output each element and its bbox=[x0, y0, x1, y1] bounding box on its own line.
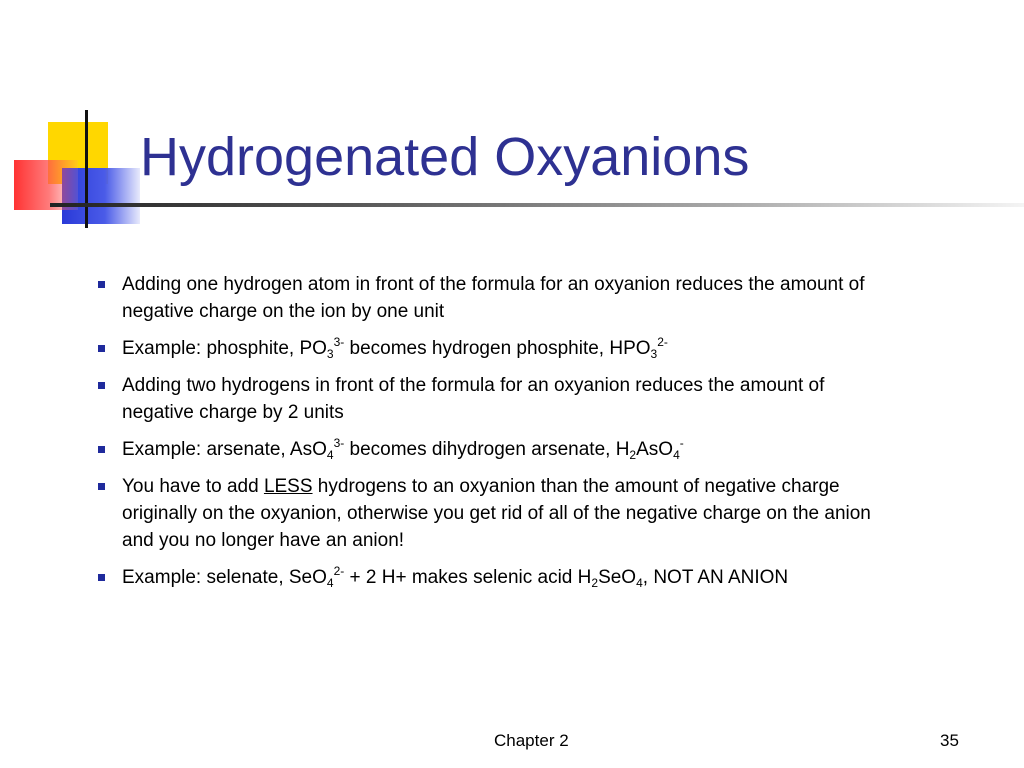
text-run: - bbox=[679, 436, 684, 450]
bullet-text bbox=[122, 436, 684, 462]
page-number: 35 bbox=[940, 731, 959, 750]
bullet-item bbox=[96, 436, 886, 463]
text-run: Example: selenate, SeO bbox=[122, 567, 327, 588]
bullet-text bbox=[122, 274, 865, 322]
bullet-item bbox=[96, 473, 886, 554]
bullet-item bbox=[96, 335, 886, 362]
text-run: 4 bbox=[673, 448, 680, 462]
bullet-text bbox=[122, 476, 871, 551]
bullet-text bbox=[122, 375, 824, 423]
text-run: Adding one hydrogen atom in front of the formula for an oxyanion reduces the amount of negative charge on the ion by one unit bbox=[122, 274, 865, 322]
text-run: hydrogens to an oxyanion than the amount of negative charge originally on the oxyanion, otherwise you get rid of all of the negative charge on the anion and you no longer have an anion! bbox=[122, 476, 871, 551]
text-run: + 2 H+ makes selenic acid H bbox=[344, 567, 592, 588]
text-run: 2 bbox=[629, 448, 637, 462]
text-run: 3- bbox=[333, 335, 345, 349]
text-run: 4 bbox=[636, 576, 643, 590]
title-underline bbox=[50, 203, 1024, 207]
text-run: becomes dihydrogen arsenate, H bbox=[344, 439, 630, 460]
square-bullet-icon bbox=[98, 574, 105, 581]
text-run: You have to add bbox=[122, 476, 264, 497]
text-run: 2 bbox=[591, 576, 599, 590]
square-bullet-icon bbox=[98, 281, 105, 288]
bullet-item bbox=[96, 564, 886, 591]
square-bullet-icon bbox=[98, 483, 105, 490]
square-bullet-icon bbox=[98, 345, 105, 352]
bullet-item bbox=[96, 372, 886, 426]
bullet-text bbox=[122, 335, 668, 361]
text-run: SeO bbox=[598, 567, 637, 588]
text-run: becomes hydrogen phosphite, HPO bbox=[344, 338, 651, 359]
square-bullet-icon bbox=[98, 446, 105, 453]
text-run: 3 bbox=[326, 347, 334, 361]
slide-title: Hydrogenated Oxyanions bbox=[140, 127, 750, 187]
text-run: 3- bbox=[333, 436, 345, 450]
text-run: Example: arsenate, AsO bbox=[122, 439, 327, 460]
text-run: Adding two hydrogens in front of the formula for an oxyanion reduces the amount of negative charge by 2 units bbox=[122, 375, 825, 423]
square-bullet-icon bbox=[98, 382, 105, 389]
bullet-text bbox=[122, 564, 789, 590]
text-run: 4 bbox=[326, 576, 334, 590]
footer-chapter: Chapter 2 bbox=[494, 731, 569, 750]
text-run: Example: phosphite, PO bbox=[122, 338, 327, 359]
text-run: 4 bbox=[326, 448, 334, 462]
text-run: 2- bbox=[657, 335, 668, 349]
vertical-line bbox=[85, 110, 88, 228]
text-run: LESS bbox=[263, 476, 313, 497]
text-run: AsO bbox=[636, 439, 674, 460]
decorative-logo bbox=[0, 100, 160, 230]
text-run: , NOT AN ANION bbox=[642, 567, 789, 588]
text-run: 3 bbox=[650, 347, 658, 361]
bullet-list bbox=[96, 271, 886, 601]
bullet-item bbox=[96, 271, 886, 325]
text-run: 2- bbox=[333, 564, 345, 578]
